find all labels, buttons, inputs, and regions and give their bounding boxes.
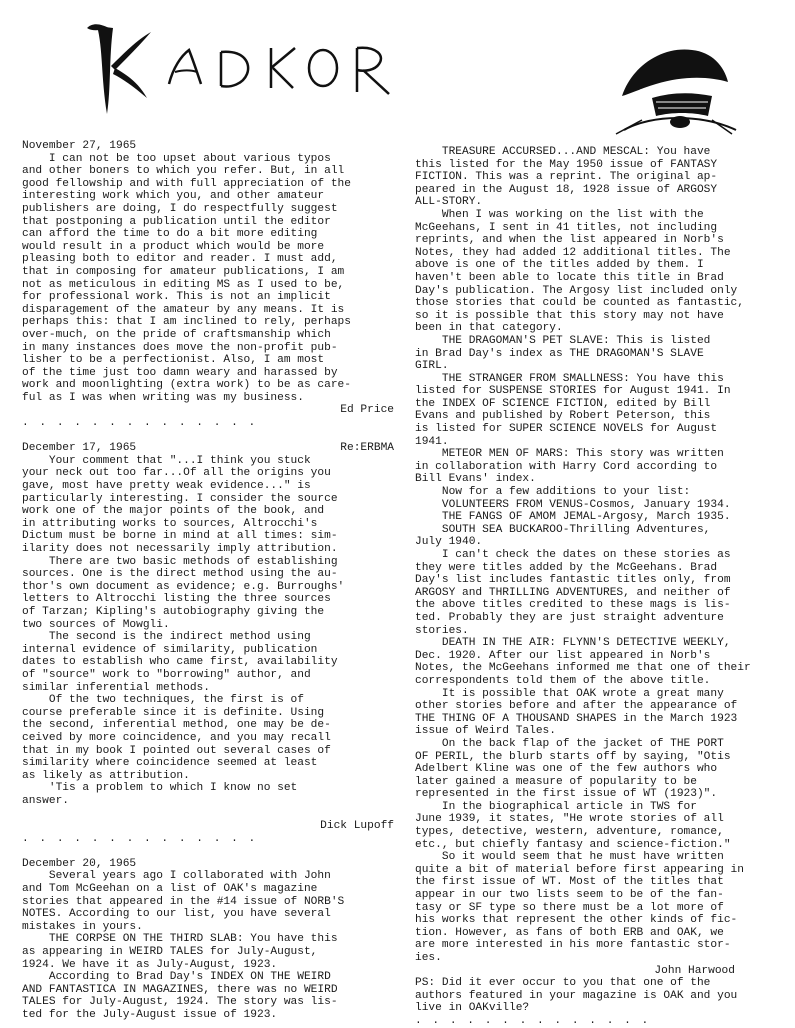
letter-line: issue of Weird Tales. [415, 725, 556, 738]
letter-line: listed for SUSPENSE STORIES for August 1941. In [415, 385, 731, 398]
letter-line: AND FANTASTICA IN MAGAZINES, there was no WEIRD [22, 983, 338, 996]
letter-signature: Ed Price [340, 404, 394, 417]
letter-line: those stories that could be counted as fantastic, [415, 297, 744, 310]
letter-line: his works that represent the other kinds of fic- [415, 914, 738, 927]
letter-line: so it is possible that this story may not have [415, 309, 724, 322]
letter-line: appear in our two lists seem to be of the fan- [415, 889, 724, 902]
letter-line: Adelbert Kline was one of the few authors who [415, 763, 718, 776]
letter-line: that in composing for amateur publications, I am [22, 265, 345, 278]
letter-line: July 1940. [415, 536, 483, 549]
letter-line: the INDEX OF SCIENCE FICTION, edited by Bill [415, 397, 711, 410]
letter-subject: Re:ERBMA [340, 442, 394, 455]
letter-line: In the biographical article in TWS for [415, 800, 697, 813]
letter-line: as likely as attribution. [22, 769, 190, 782]
letter-line: Dec. 1920. After our list appeared in Norb's [415, 649, 711, 662]
letter-john-harwood-continued [415, 146, 775, 965]
postscript-line: PS: Did it ever occur to you that one of the [415, 977, 711, 990]
letter-line: Now for a few additions to your list: [415, 486, 691, 499]
letter-line: THE STRANGER FROM SMALLNESS: You have this [415, 372, 724, 385]
letter-line: ilarity does not necessarily imply attribution. [22, 543, 338, 555]
letter-line: the above titles credited to these mags is lis- [415, 599, 731, 612]
letter-john-harwood-start [22, 858, 394, 1022]
letter-line: THE THING OF A THOUSAND SHAPES in the March 1923 [415, 712, 738, 725]
letter-line: quite a bit of material before first appearing in [415, 863, 744, 876]
letter-line: Dictum must be borne in mind at all times: sim- [22, 530, 338, 543]
letter-line: THE FANGS OF AMOM JEMAL-Argosy, March 1935. [415, 511, 731, 524]
letter-line: gave, most have pretty weak evidence..." is [22, 480, 311, 493]
letter-line: ful as I was when writing was my business. [22, 391, 304, 404]
letter-line: stories that appeared in the #14 issue of NORB'S [22, 895, 345, 908]
letter-line: is listed for SUPER SCIENCE NOVELS for August [415, 423, 718, 436]
letter-line: ceived by more coincidence, and you may recall [22, 731, 331, 744]
section-separator: . . . . . . . . . . . . . . [415, 1014, 651, 1027]
letter-line: in many instances does move the non-profit pub- [22, 341, 338, 354]
letter-line: I can not be too upset about various typos [22, 152, 331, 165]
letter-line: OF PERIL, the blurb starts off by saying, "Otis [415, 750, 731, 763]
letter-line: mistakes in yours. [22, 920, 143, 933]
postscript-line: live in OAKville? [415, 1002, 530, 1015]
letter-line: letters to Altrocchi listing the three sources [22, 593, 331, 606]
letter-line: interesting work which you, and other amateur [22, 190, 325, 203]
spacer [22, 807, 394, 820]
letter-line: that postponing a publication until the editor [22, 215, 331, 228]
letter-line: haven't been able to locate this title in Brad [415, 271, 724, 284]
letter-line: sources. One is the direct method using the au- [22, 568, 338, 581]
letter-line: DEATH IN THE AIR: FLYNN'S DETECTIVE WEEKLY, [415, 637, 731, 650]
letter-line: stories. [415, 624, 469, 637]
letter-line: THE CORPSE ON THE THIRD SLAB: You have this [22, 933, 338, 946]
letter-line: etc., but chiefly fantasy and science-fiction." [415, 838, 731, 851]
letter-line: Notes, the McGeehans informed me that one of their [415, 662, 751, 675]
letter-line: of the time just too damn weary and harassed by [22, 366, 338, 379]
letter-line: publishers are doing, I do respectfully suggest [22, 202, 338, 215]
letter-line: tion. However, as fans of both ERB and OAK, we [415, 926, 724, 939]
letter-line: THE DRAGOMAN'S PET SLAVE: This is listed [415, 334, 711, 347]
letter-line: that in my book I pointed out several cases of [22, 744, 331, 757]
letter-line: of "source" work to "borrowing" author, and [22, 668, 311, 681]
letter-line: VOLUNTEERS FROM VENUS-Cosmos, January 1934. [415, 498, 731, 511]
letter-line: internal evidence of similarity, publication [22, 643, 318, 656]
letter-line: It is possible that OAK wrote a great many [415, 687, 724, 700]
left-column [22, 140, 394, 1022]
letter-line: On the back flap of the jacket of THE PORT [415, 737, 724, 750]
spacer [22, 430, 394, 443]
letter-line: two sources of Mowgli. [22, 618, 170, 631]
letter-line: dates to establish who came first, availability [22, 656, 338, 669]
letter-line: this listed for the May 1950 issue of FANTASY [415, 158, 718, 171]
letter-line: ies. [415, 952, 442, 964]
letter-line: not as meticulous in editing MS as I used to be, [22, 278, 345, 291]
letter-line: and other boners to which you refer. But, in all [22, 165, 345, 178]
letter-line: other stories before and after the appearance of [415, 700, 738, 713]
letter-line: Bill Evans' index. [415, 473, 536, 486]
letter-line: TREASURE ACCURSED...AND MESCAL: You have [415, 146, 711, 158]
letter-signature: Dick Lupoff [320, 820, 394, 833]
letter-ed-price [22, 140, 394, 430]
right-column [415, 146, 775, 1028]
letter-line: in collaboration with Harry Cord according to [415, 460, 718, 473]
letter-line: above is one of the titles added by them. I [415, 259, 704, 272]
letter-line: According to Brad Day's INDEX ON THE WEIRD [22, 971, 331, 984]
letter-line: the first issue of WT. Most of the titles that [415, 876, 724, 889]
letter-line: correspondents told them of the above title. [415, 674, 711, 687]
letter-line: in attributing works to sources, Altrocchi's [22, 517, 318, 530]
letter-line: represented in the first issue of WT (1923)". [415, 788, 718, 801]
letter-line: 1924. We have it as July-August, 1923. [22, 958, 278, 971]
letter-line: good fellowship and with full appreciation of the [22, 177, 351, 190]
letter-line: and Tom McGeehan on a list of OAK's magazine [22, 883, 318, 896]
letter-line: been in that category. [415, 322, 563, 335]
letter-header [22, 442, 394, 455]
letter-line: METEOR MEN OF MARS: This story was written [415, 448, 724, 461]
letter-line: 'Tis a problem to which I know no set [22, 782, 298, 795]
letter-line: ted for the July-August issue of 1923. [22, 1008, 278, 1021]
letter-line: I can't check the dates on these stories as [415, 549, 731, 561]
letter-line: they were titles added by the McGeehans. Brad [415, 561, 718, 574]
letter-line: would result in a product which would be more [22, 240, 325, 253]
letter-line: Notes, they had added 12 additional titles. The [415, 246, 731, 259]
spacer [22, 845, 394, 858]
letter-line: later gained a measure of popularity to be [415, 775, 697, 788]
spot-illustration [612, 36, 742, 136]
letter-line: Of the two techniques, the first is of [22, 694, 304, 707]
letter-line: thor's own document as evidence; e.g. Burroughs' [22, 580, 345, 593]
letter-line: as appearing in WEIRD TALES for July-August, [22, 946, 318, 958]
letter-line: reprints, and when the list appeared in Norb's [415, 234, 724, 247]
letter-line: When I was working on the list with the [415, 208, 704, 221]
letter-line: Evans and published by Robert Peterson, this [415, 410, 711, 423]
section-separator: . . . . . . . . . . . . . . [22, 417, 258, 430]
letter-line: disparagement of the amateur by any means. It is [22, 303, 345, 316]
letter-date: December 17, 1965 [22, 442, 137, 455]
letter-line: McGeehans, I sent in 41 titles, not including [415, 221, 718, 234]
letter-line: for professional work. This is not an implicit [22, 291, 331, 304]
letter-line: peared in the August 18, 1928 issue of ARGOSY [415, 183, 718, 196]
letter-line: NOTES. According to our list, you have several [22, 908, 331, 921]
letter-line: lisher to be a perfectionist. Also, I am most [22, 354, 325, 367]
letter-line: ARGOSY and THRILLING ADVENTURES, and neither of [415, 586, 731, 599]
letter-line: answer. [22, 794, 69, 807]
letter-line: There are two basic methods of establishing [22, 555, 338, 568]
letter-line: FICTION. This was a reprint. The original ap- [415, 171, 718, 184]
letter-line: are more interested in his more fantastic stor- [415, 939, 731, 952]
letter-line: can afford the time to do a bit more editing [22, 228, 318, 241]
letter-line: ALL-STORY. [415, 196, 483, 209]
letter-signature: John Harwood [654, 964, 735, 977]
kadkor-title-logo [85, 18, 415, 118]
letter-line: the second, inferential method, one may be de- [22, 719, 331, 732]
letter-line: GIRL. [415, 360, 449, 373]
letter-line: your neck out too far...Of all the origins you [22, 467, 331, 480]
letter-line: Your comment that "...I think you stuck [22, 454, 311, 467]
letter-line: work and moonlighting (extra work) to be as care- [22, 379, 351, 392]
letter-line: types, detective, western, adventure, romance, [415, 826, 724, 839]
letter-date: December 20, 1965 [22, 857, 137, 870]
letter-line: of Tarzan; Kipling's autobiography giving the [22, 605, 325, 618]
letter-line: particularly interesting. I consider the source [22, 492, 338, 505]
masthead [0, 0, 795, 140]
letter-line: work one of the major points of the book, and [22, 505, 325, 518]
letter-line: perhaps this: that I am inclined to rely, perhaps [22, 316, 351, 329]
section-separator: . . . . . . . . . . . . . . [22, 832, 258, 845]
letter-line: pleasing both to editor and reader. I must add, [22, 253, 338, 266]
postscript-line: authors featured in your magazine is OAK and you [415, 989, 738, 1002]
letter-line: tasy or SF type so there must be a lot more of [415, 901, 724, 914]
letter-line: course preferable since it is definite. Using [22, 706, 325, 719]
letter-line: 1941. [415, 435, 449, 448]
letter-line: Several years ago I collaborated with John [22, 870, 331, 883]
letter-line: TALES for July-August, 1924. The story was lis- [22, 996, 338, 1009]
letter-line: The second is the indirect method using [22, 631, 311, 644]
letter-line: over-much, on the pride of craftsmanship which [22, 328, 331, 341]
letter-line: in Brad Day's index as THE DRAGOMAN'S SLAVE [415, 347, 704, 360]
letter-line: So it would seem that he must have written [415, 851, 724, 864]
letter-line: similar inferential methods. [22, 681, 210, 694]
letter-line: ted. Probably they are just straight adventure [415, 611, 724, 624]
letter-date: November 27, 1965 [22, 140, 137, 152]
letter-line: similarity where coincidence seemed at least [22, 757, 318, 770]
letter-line: Day's publication. The Argosy list included only [415, 284, 738, 297]
letter-dick-lupoff [22, 442, 394, 845]
letter-line: June 1939, it states, "He wrote stories of all [415, 813, 724, 826]
letter-line: Day's list includes fantastic titles only, from [415, 574, 731, 587]
letter-line: SOUTH SEA BUCKAROO-Thrilling Adventures, [415, 523, 711, 536]
